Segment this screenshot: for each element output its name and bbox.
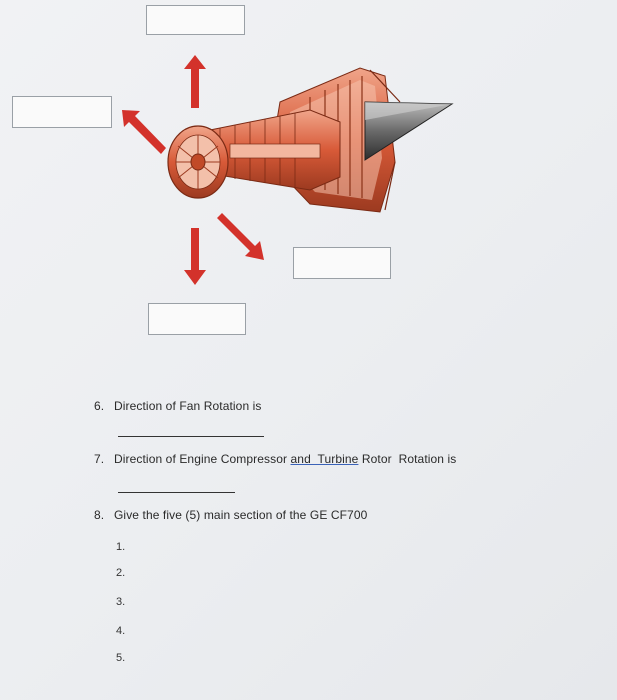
question-7-text-after: Rotor Rotation is	[358, 452, 457, 466]
question-7	[94, 452, 456, 466]
answer-box-top[interactable]	[146, 5, 245, 35]
question-6-text: Direction of Fan Rotation is	[114, 399, 262, 413]
question-8-text: Give the five (5) main section of the GE CF700	[114, 508, 368, 522]
answer-box-bottom[interactable]	[148, 303, 246, 335]
question-7-number: 7.	[94, 452, 105, 466]
list-item-1: 1.	[116, 541, 126, 553]
question-7-underlined-text: and Turbine	[290, 452, 359, 466]
answer-line-7[interactable]	[118, 492, 235, 493]
list-item-5: 5.	[116, 652, 126, 664]
list-item-3: 3.	[116, 596, 126, 608]
question-8-number: 8.	[94, 508, 105, 522]
question-8	[94, 508, 367, 522]
answer-line-6[interactable]	[118, 436, 264, 437]
list-item-4: 4.	[116, 625, 126, 637]
question-6	[94, 399, 262, 413]
list-item-2: 2.	[116, 567, 126, 579]
answer-box-left[interactable]	[12, 96, 112, 128]
question-6-number: 6.	[94, 399, 105, 413]
jet-engine-image	[160, 62, 460, 222]
arrow-down-icon	[183, 228, 207, 286]
answer-box-right[interactable]	[293, 247, 391, 279]
question-7-text-before: Direction of Engine Compressor	[114, 452, 291, 466]
